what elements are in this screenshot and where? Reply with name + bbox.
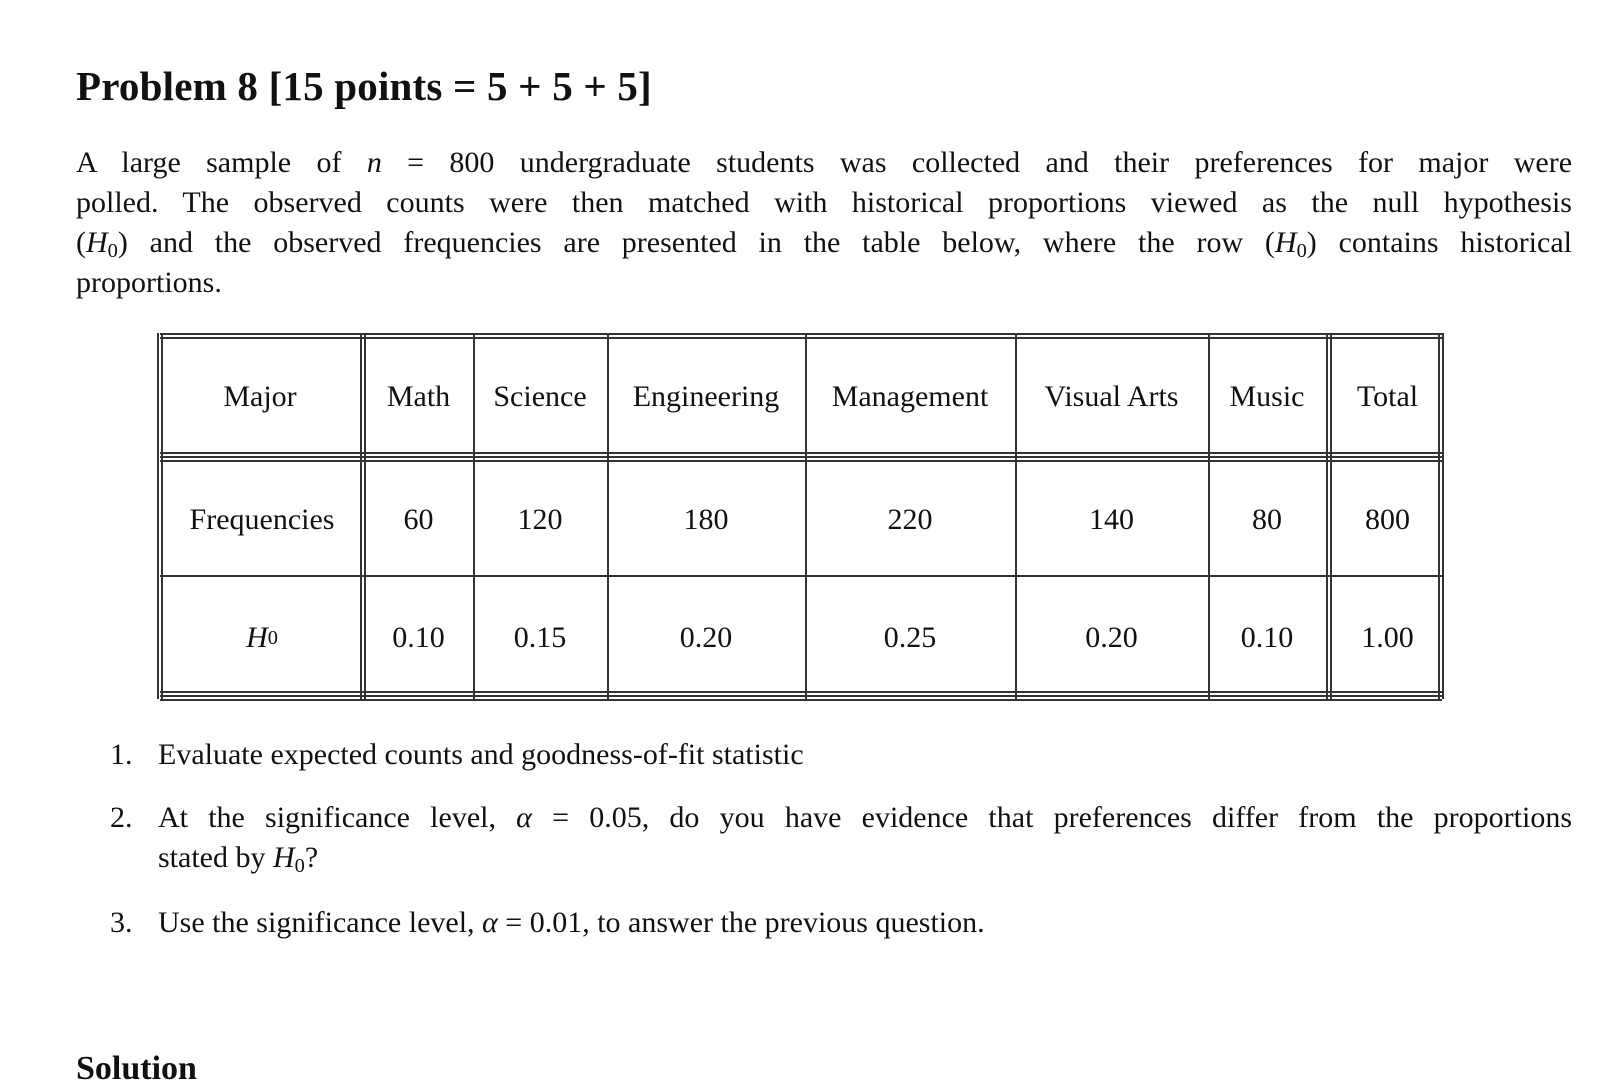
table-rule <box>360 333 362 699</box>
table-rule <box>160 460 1442 462</box>
table-header-major: Major <box>223 379 297 413</box>
table-rule <box>607 333 609 699</box>
solution-heading: Solution <box>76 1050 197 1087</box>
table-cell: 0.25 <box>883 620 937 654</box>
table-rule <box>160 695 1442 697</box>
table-cell: 140 <box>1089 503 1134 536</box>
table-cell: 60 <box>403 503 434 536</box>
table-cell: 1.00 <box>1361 620 1414 654</box>
table-rule <box>805 333 807 699</box>
table-rule <box>160 452 1442 454</box>
table-header-total: Total <box>1356 379 1419 413</box>
table-cell: 0.20 <box>1085 620 1138 654</box>
table-cell: 0.10 <box>1240 620 1294 654</box>
table-rule <box>1326 333 1328 699</box>
table-rule <box>157 333 159 699</box>
table-cell: 0.15 <box>513 620 567 654</box>
table-rule <box>160 456 1442 458</box>
table-rule <box>160 333 1442 335</box>
table-row-label-h0: H 0 <box>246 620 278 654</box>
table-rule <box>364 333 366 699</box>
problem-number: Problem 8 <box>76 63 259 109</box>
table-rule <box>160 575 1442 577</box>
table-rule <box>160 691 1442 693</box>
table-grid <box>160 339 1495 719</box>
table-rule <box>1015 333 1017 699</box>
problem-title <box>76 62 652 110</box>
table-cell: 220 <box>887 503 933 536</box>
intro-line-2: polled. The observed counts were then matched with historical proportions viewed as the null hypothesis <box>76 186 1572 219</box>
table-rule <box>1208 333 1210 699</box>
table-header-music: Music <box>1229 379 1305 413</box>
table-rule <box>473 333 475 699</box>
table-cell: 80 <box>1252 503 1282 536</box>
table-row-label-frequencies: Frequencies <box>189 503 335 536</box>
table-rule <box>1330 333 1332 699</box>
table-rule <box>160 337 1442 339</box>
table-header-management: Management <box>831 379 989 413</box>
problem-points: [15 points = 5 + 5 + 5] <box>268 63 652 109</box>
intro-line-3: $(H_0)$ and the observed frequencies are presented in the table below, where the row $(H_0)$ contains historical <box>76 226 1572 263</box>
table-header-engineering: Engineering <box>632 379 780 413</box>
table-header-math: Math <box>386 379 451 413</box>
intro-line-4: proportions. <box>76 266 222 299</box>
document-page: Problem 8 [15 points = 5 + 5 + 5] A large sample of n = 800 undergraduate students was collected and their preferences for major were polled. The observed counts were then matched with historical proportions viewed as the null hypothesis $(H_0)$ and the observed frequencies are presented in the table below, where the row $(H_0)$ contains historical proportions. Major Math Science Engineering Management Visual Arts Music Total Frequencies 60 120 180 220 140 80 800 H 0 0.10 0.15 0.20 0.25 0.20 0.10 1.00 1. Evaluate expected counts and goodness-of-fit statistic 2. At the significance level, α = 0.05, do you have evidence that preferences differ from the proportions stated by $H_0$? 3. Use the significance level, α = 0.01, to answer the previous question. Solution <box>76 63 1573 1087</box>
table-cell: 180 <box>683 503 729 536</box>
table-header-science: Science <box>493 379 587 413</box>
table-cell: 120 <box>517 503 563 536</box>
problem-intro <box>76 143 1572 303</box>
frequency-table <box>160 339 1495 719</box>
table-cell: 0.10 <box>392 620 445 654</box>
table-rule <box>1442 333 1444 699</box>
intro-line-1: A large sample of n = 800 undergraduate students was collected and their preferences for major were <box>76 146 1573 179</box>
table-cell: 800 <box>1365 503 1410 536</box>
table-cell: 0.20 <box>679 620 733 654</box>
table-rule <box>160 699 1442 701</box>
table-header-visual-arts: Visual Arts <box>1044 379 1179 413</box>
table-rule <box>161 333 163 699</box>
table-rule <box>1438 333 1440 699</box>
